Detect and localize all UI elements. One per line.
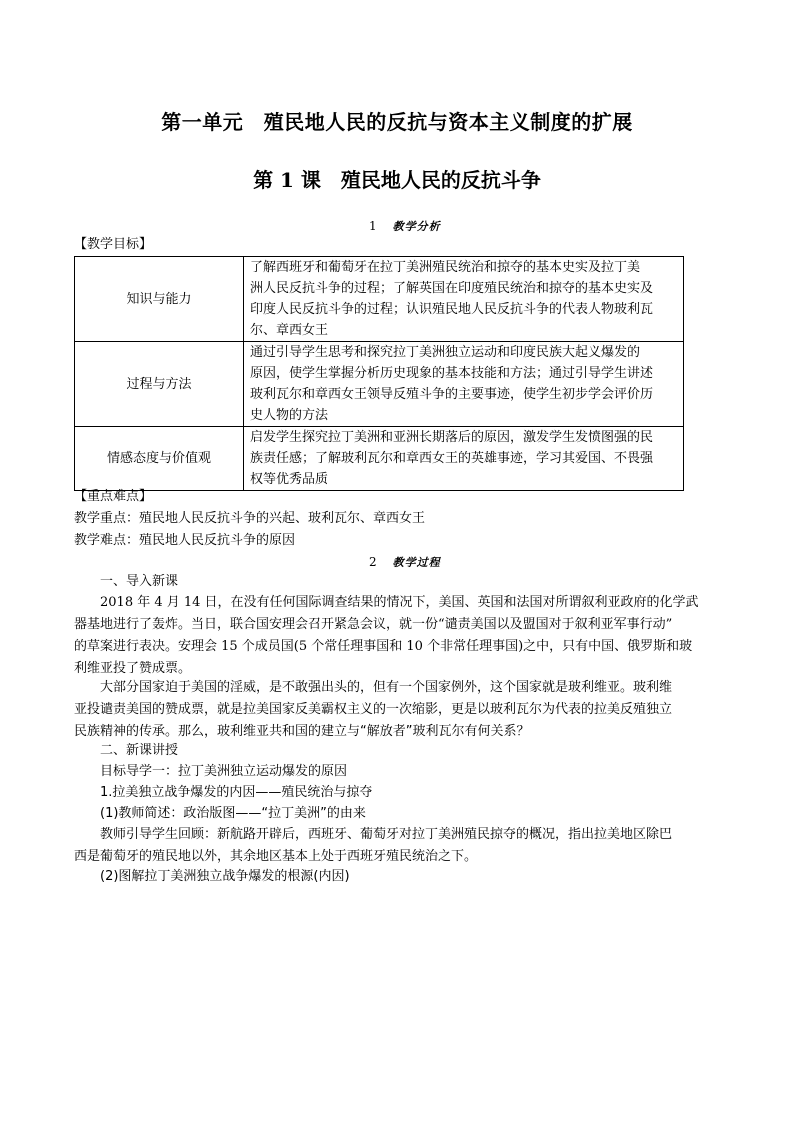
paragraph-line: 器基地进行了轰炸。当日，联合国安理会召开紧急会议，就一份“谴责美国以及盟国对于叙利亚军事行动”	[74, 617, 673, 632]
goal-line: 印度人民反抗斗争的过程；认识殖民地人民反抗斗争的代表人物玻利瓦	[250, 302, 654, 317]
goal-line: 权等优秀品质	[250, 472, 329, 487]
intro-heading: 一、导入新课	[100, 574, 179, 589]
intro-paragraph-2	[74, 677, 714, 743]
paragraph-line: 2018 年 4 月 14 日，在没有任何国际调查结果的情况下，美国、英国和法国对所谓叙利亚政府的化学武	[74, 595, 699, 610]
goal-line: 洲人民反抗斗争的过程；了解英国在印度殖民统治和掠夺的基本史实及	[250, 281, 654, 296]
subsection-1: 1.拉美独立战争爆发的内因——殖民统治与掠夺	[100, 785, 373, 800]
lesson-title: 第 1 课 殖民地人民的反抗斗争	[253, 168, 541, 192]
goal-line: 通过引导学生思考和探究拉丁美洲独立运动和印度民族大起义爆发的	[250, 345, 641, 360]
section-heading-process	[369, 554, 441, 570]
unit-title: 第一单元 殖民地人民的反抗与资本主义制度的扩展	[161, 110, 633, 134]
new-lesson-heading: 二、新课讲授	[100, 743, 179, 758]
section-number: 1	[369, 219, 377, 233]
goals-heading: 【教学目标】	[74, 237, 153, 252]
section-name: 教学过程	[392, 556, 441, 569]
goal-description	[244, 257, 684, 342]
key-point: 教学重点：殖民地人民反抗斗争的兴起、玻利瓦尔、章西女王	[74, 511, 426, 526]
paragraph-line: 民族精神的传承。那么，玻利维亚共和国的建立与“解放者”玻利瓦尔有何关系？	[74, 724, 530, 739]
paragraph-line: 亚投谴责美国的赞成票，就是拉美国家反美霸权主义的一次缩影，更是以玻利瓦尔为代表的拉美反殖独立	[74, 702, 673, 717]
goal-label: 知识与能力	[75, 257, 244, 342]
teacher-paragraph	[74, 824, 714, 868]
goal-line: 了解西班牙和葡萄牙在拉丁美洲殖民统治和掠夺的基本史实及拉丁美	[250, 260, 641, 275]
table-row	[75, 257, 684, 342]
paragraph-line: 西是葡萄牙的殖民地以外，其余地区基本上处于西班牙殖民统治之下。	[74, 849, 478, 864]
goal-line: 族责任感；了解玻利瓦尔和章西女王的英雄事迹，学习其爱国、不畏强	[250, 451, 654, 466]
section-number: 2	[369, 555, 377, 569]
key-difficulty-heading: 【重点难点】	[74, 489, 153, 504]
goal-label: 过程与方法	[75, 342, 244, 427]
teaching-goals-table	[74, 256, 684, 491]
paragraph-line: 教师引导学生回顾：新航路开辟后，西班牙、葡萄牙对拉丁美洲殖民掠夺的概况，指出拉美地区除巴	[74, 827, 673, 842]
table-row	[75, 427, 684, 491]
goal-description	[244, 342, 684, 427]
goal-line: 史人物的方法	[250, 408, 329, 423]
subsection-1-1: (1)教师简述：政治版图——“拉丁美洲”的由来	[100, 806, 366, 821]
difficult-point: 教学难点：殖民地人民反抗斗争的原因	[74, 533, 296, 548]
paragraph-line: 的草案进行表决。安理会 15 个成员国(5 个常任理事国和 10 个非常任理事国)之中，只有中国、俄罗斯和玻	[74, 639, 693, 654]
table-row	[75, 342, 684, 427]
paragraph-line: 利维亚投了赞成票。	[74, 661, 192, 676]
goal-label: 情感态度与价值观	[75, 427, 244, 491]
goal-line: 原因，使学生掌握分析历史现象的基本技能和方法；通过引导学生讲述	[250, 366, 654, 381]
goal-line: 玻利瓦尔和章西女王领导反殖斗争的主要事迹，使学生初步学会评价历	[250, 387, 654, 402]
goal-line: 尔、章西女王	[250, 323, 329, 338]
intro-paragraph-1	[74, 592, 714, 680]
target-1: 目标导学一：拉丁美洲独立运动爆发的原因	[100, 764, 348, 779]
goal-line: 启发学生探究拉丁美洲和亚洲长期落后的原因，激发学生发愤图强的民	[250, 430, 654, 445]
subsection-1-2: (2)图解拉丁美洲独立战争爆发的根源(内因)	[100, 869, 350, 884]
section-heading-analysis	[369, 218, 441, 234]
section-name: 教学分析	[392, 220, 441, 233]
paragraph-line: 大部分国家迫于美国的淫威，是不敢强出头的，但有一个国家例外，这个国家就是玻利维亚。玻利维	[74, 680, 673, 695]
goal-description	[244, 427, 684, 491]
